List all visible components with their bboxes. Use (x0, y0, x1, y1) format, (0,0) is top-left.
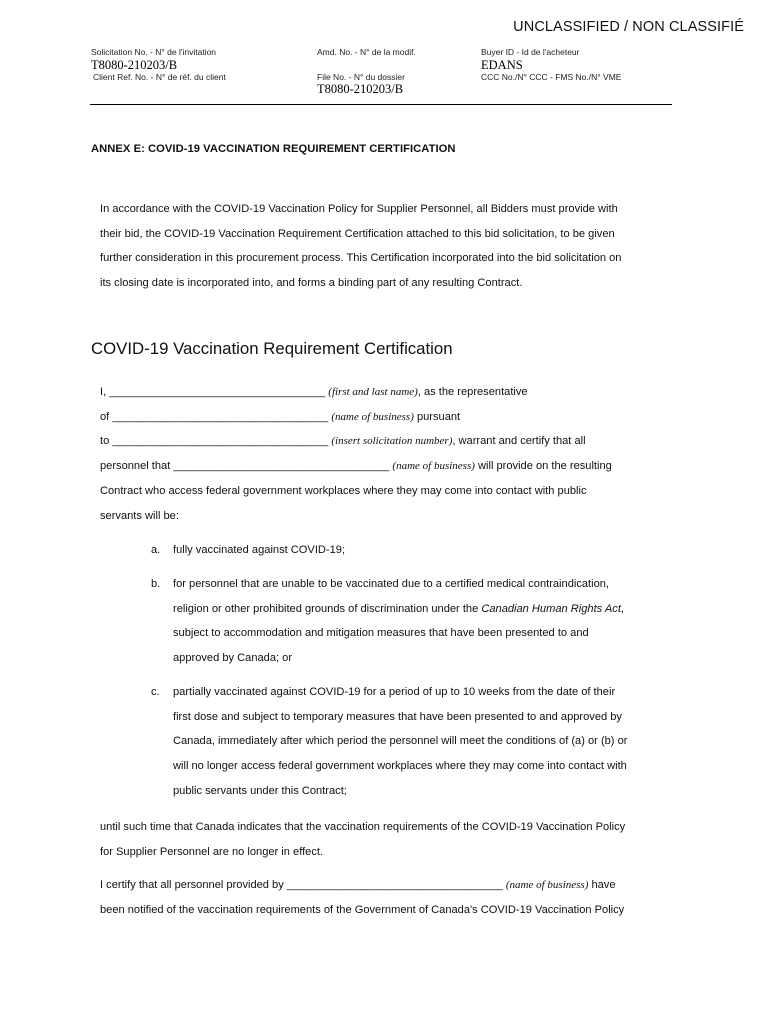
item-a-text: fully vaccinated against COVID-19; (173, 544, 346, 556)
client-ref-label: Client Ref. No. - N° de réf. du client (93, 72, 226, 82)
file-label: File No. - N° du dossier (317, 72, 405, 82)
item-c-text (173, 680, 627, 804)
cert-line-solicitation (100, 429, 612, 454)
business-blank[interactable]: of ___________________________________ (100, 410, 332, 423)
cert-text: , as the representative (417, 386, 528, 398)
intro-line: In accordance with the COVID-19 Vaccination Policy for Supplier Personnel, all Bidders must provide with (100, 203, 618, 215)
item-b-marker: b. (151, 578, 161, 590)
certification-title: COVID-19 Vaccination Requirement Certification (91, 339, 453, 358)
item-a-marker: a. (151, 544, 161, 556)
item-b-text-run: , (620, 602, 625, 615)
intro-paragraph (100, 197, 621, 296)
cert-text: pursuant (413, 410, 461, 423)
cert-line-name (100, 380, 612, 405)
item-b-text (173, 572, 624, 671)
item-b-line: subject to accommodation and mitigation measures that have been presented to and (173, 627, 589, 640)
item-c-marker: c. (151, 686, 160, 698)
name-blank[interactable]: I, ___________________________________ (100, 386, 329, 398)
personnel-business-blank[interactable]: personnel that ___________________________________ (100, 460, 393, 473)
amd-label: Amd. No. - N° de la modif. (317, 47, 416, 57)
certify-text: have (588, 879, 616, 891)
certify-paragraph (100, 873, 624, 922)
business-hint: (name of business) (331, 410, 414, 423)
cert-text: , warrant and certify that all (452, 435, 586, 448)
solicitation-blank[interactable]: to ___________________________________ (100, 435, 332, 448)
item-c-line: first dose and subject to temporary measures that have been presented to and approved by (173, 710, 622, 723)
certify-business-hint: (name of business) (505, 879, 589, 891)
item-b-line: approved by Canada; or (173, 652, 293, 665)
cert-text: will provide on the resulting (474, 460, 612, 473)
item-c-line: will no longer access federal government workplaces where they may come into contact with (173, 760, 627, 773)
solicitation-label: Solicitation No. - N° de l'invitation (91, 47, 217, 57)
cert-line-business (100, 405, 612, 430)
intro-line: their bid, the COVID-19 Vaccination Requirement Certification attached to this bid solicitation, to be given (100, 227, 615, 240)
certify-business-blank[interactable]: I certify that all personnel provided by ___________________________________ (100, 879, 506, 891)
certify-line: been notified of the vaccination requirements of the Government of Canada's COVID-19 Vaccination Policy (100, 903, 625, 916)
item-c-line: Canada, immediately after which period the personnel will meet the conditions of (a) or (b) or (173, 735, 628, 748)
intro-line: further consideration in this procurement process. This Certification incorporated into the bid solicitation on (100, 252, 622, 265)
ccc-label: CCC No./N° CCC - FMS No./N° VME (481, 72, 622, 82)
solicitation-hint: (insert solicitation number) (331, 435, 453, 448)
name-hint: (first and last name) (328, 386, 418, 398)
certify-line (100, 873, 624, 898)
cert-line: Contract who access federal government workplaces where they may come into contact with public (100, 484, 587, 497)
personnel-business-hint: (name of business) (392, 460, 475, 473)
classification-label: UNCLASSIFIED / NON CLASSIFIÉ (513, 19, 744, 35)
item-b-line (173, 597, 624, 622)
item-c-line: public servants under this Contract; (173, 784, 347, 797)
certification-statement (100, 380, 612, 528)
annex-title: ANNEX E: COVID-19 VACCINATION REQUIREMENT CERTIFICATION (91, 143, 456, 155)
until-line: until such time that Canada indicates that the vaccination requirements of the COVID-19 Vaccination Policy (100, 821, 626, 833)
item-b-line: for personnel that are unable to be vaccinated due to a certified medical contraindication, (173, 578, 610, 590)
solicitation-value: T8080-210203/B (91, 58, 178, 72)
intro-line: its closing date is incorporated into, and forms a binding part of any resulting Contract. (100, 277, 523, 290)
act-name: Canadian Human Rights Act (481, 602, 621, 615)
until-paragraph (100, 815, 625, 864)
header-divider (90, 104, 672, 105)
cert-line-personnel (100, 454, 612, 479)
item-b-text-run: religion or other prohibited grounds of discrimination under the (173, 602, 482, 615)
buyer-label: Buyer ID - Id de l'acheteur (481, 47, 580, 57)
file-value: T8080-210203/B (317, 82, 404, 96)
until-line: for Supplier Personnel are no longer in effect. (100, 845, 324, 858)
cert-line: servants will be: (100, 509, 179, 522)
buyer-value: EDANS (481, 58, 523, 72)
item-c-line: partially vaccinated against COVID-19 for a period of up to 10 weeks from the date of their (173, 686, 616, 698)
